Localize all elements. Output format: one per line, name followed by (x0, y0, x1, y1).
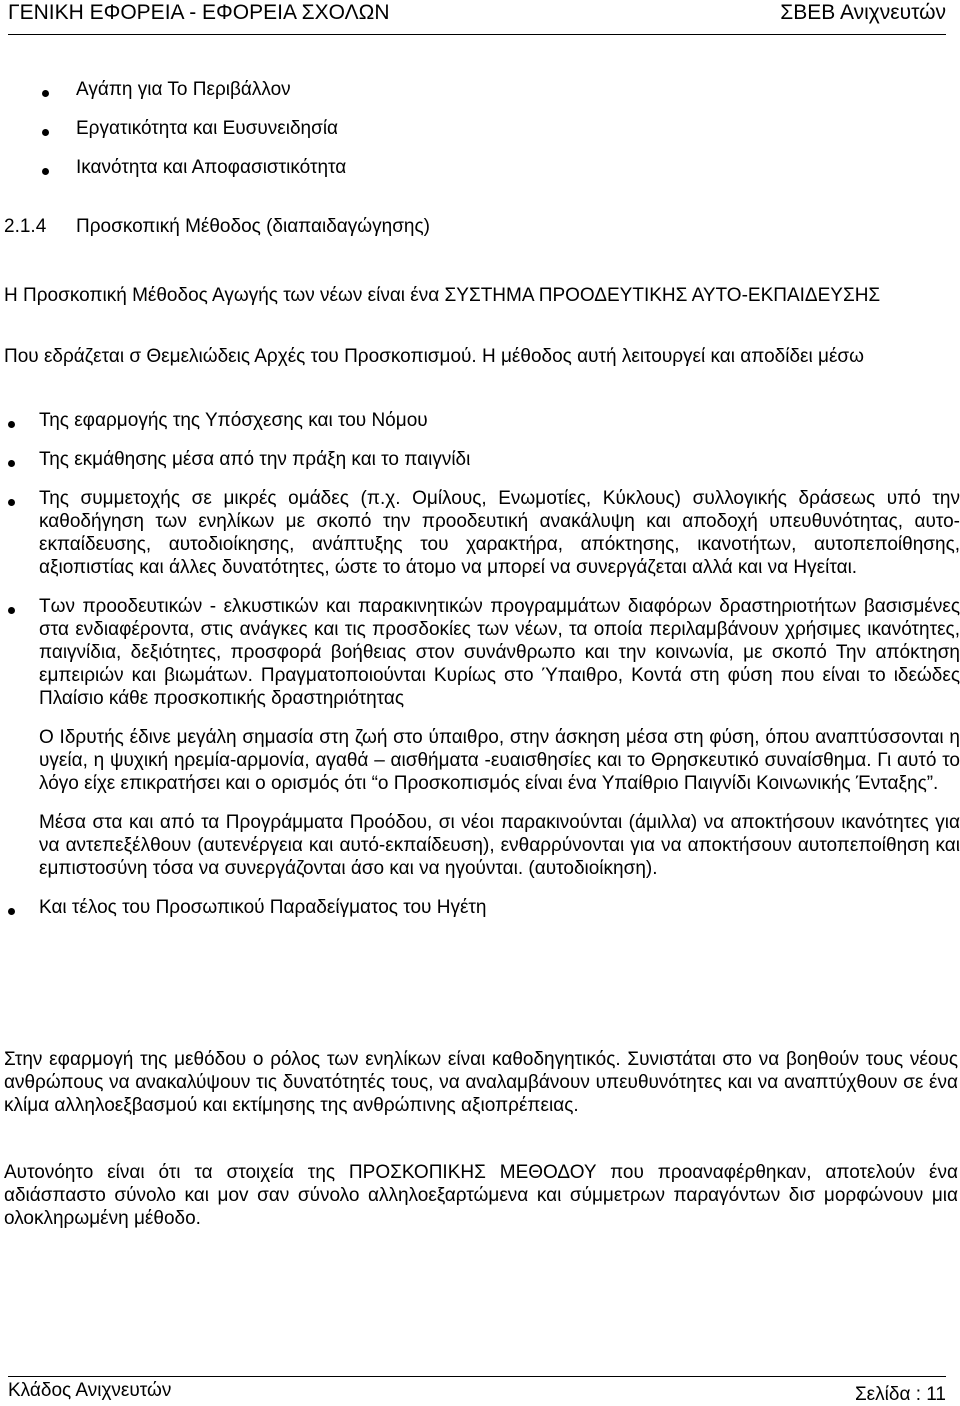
list-item (4, 595, 960, 880)
list-item: Της εφαρμογής της Υπόσχεσης και του Νόμου (4, 409, 960, 432)
programs-text: Των προοδευτικών - ελκυστικών και παρακινητικών προγραμμάτων διαφόρων δραστηριοτήτων βασισμένες στα ενδιαφέροντα, στις ανάγκες και τις προσδοκίες των νέων, τα οποία περιλαμβάνουν χρήσιμες ικανότητες, παιγνίδια, δεξιότητες, προσφορά βοήθειας στον συνάνθρωπο και την κοινωνία, με σκοπό Την απόκτηση εμπειριών και βιωμάτων. Πραγματοποιούνται Κυρίως στο Ύπαιθρο, Κοντά στη φύση που είναι το ιδεώδες Πλαίσιο κάθε προσκοπικής δραστηριότητας (39, 596, 960, 709)
adults-paragraph: Στην εφαρμογή της μεθόδου ο ρόλος των ενηλίκων είναι καθοδηγητικός. Συνιστάται στο να βοηθούν τους νέους ανθρώπους να ανακαλύψουν τις δυνατότητές τους, να αναλαμβάνουν υπευθυνότητες και να αναπτύχθουν σε ένα κλίμα αλληλοεξβασμού και εκτίμησης της ανθρώπινης αξιοπρέπειας. (4, 1049, 958, 1116)
section-title: Προσκοπική Μέθοδος (διαπαιδαγώγησης) (76, 216, 430, 237)
list-item: Και τέλος του Προσωπικού Παραδείγματος του Ηγέτη (4, 896, 960, 919)
header-right-text: ΣΒΕΒ Ανιχνευτών (780, 1, 946, 24)
footer-left-text: Κλάδος Ανιχνευτών (8, 1380, 172, 1401)
page-number: Σελίδα : 11 (854, 1384, 946, 1405)
unity-paragraph: Αυτονόητο είναι ότι τα στοιχεία της ΠΡΟΣΚΟΠΙΚΗΣ ΜΕΘΟΔΟΥ που προαναφέρθηκαν, αποτελούν ένα αδιάσπαστο σύνολο και μοv σαν σύνολο αλληλοεξαρτώμενα και σύμμετρων παραγόντων δισ μορφώνουν μια ολοκληρωμένη μέθοδο. (4, 1162, 958, 1229)
intro-paragraph: Η Προσκοπική Μέθοδος Αγωγής των νέων είναι ένα ΣΥΣΤΗΜΑ ΠΡΟΟΔΕΥΤΙΚΗΣ ΑΥΤΟ-ΕΚΠΑΙΔΕΥΣΗΣ (4, 285, 881, 306)
section-heading (4, 215, 430, 239)
list-item: Της εκμάθησης μέσα από την πράξη και το παιγνίδι (4, 448, 960, 471)
values-list (4, 78, 346, 195)
list-item: Αγάπη για Το Περιβάλλον (4, 78, 346, 117)
founder-paragraph: Ο Ιδρυτής έδινε μεγάλη σημασία στη ζωή στο ύπαιθρο, στην άσκηση μέσα στη φύση, όπου αναπτύσσονται η υγεία, η ψυχική ηρεμία-αρμονία, αγαθά – αισθήματα -ευαισθησίες και το Θρησκευτικό συναίσθημα. Γι αυτό το λόγο είχε επικρατήσει και ο ορισμός ότι “ο Προσκοπισμός είναι ένα Υπαίθριο Παιγνίδι Κοινωνικής Ένταξης”. (39, 727, 960, 794)
list-item: Ικανότητα και Αποφασιστικότητα (4, 156, 346, 195)
progress-paragraph: Μέσα στα και από τα Προγράμματα Προόδου, σι νέοι παρακινούνται (άμιλλα) να αποκτήσουν ικανότητες για να αντεπεξέλθουν (αυτενέργεια και αυτό-εκπαίδευση), ενθαρρύνονται για να αποκτήσουν αυτοπεποίθηση και εμπιστοσύνη τόσα να συνεργάζονται άσο και να ηγούνται. (αυτοδιοίκηση). (39, 812, 960, 879)
section-number: 2.1.4 (4, 216, 47, 237)
method-list (4, 409, 960, 935)
basis-paragraph: Που εδράζεται σ Θεμελιώδεις Αρχές του Προσκοπισμού. Η μέθοδος αυτή λειτουργεί και αποδίδει μέσω (4, 346, 864, 367)
header-left-text: ΓΕΝΙΚΗ ΕΦΟΡΕΙΑ - ΕΦΟΡΕΙΑ ΣΧΟΛΩΝ (8, 1, 390, 24)
list-item: Εργατικότητα και Ευσυνειδησία (4, 117, 346, 156)
page-header (8, 0, 946, 35)
list-item: Της συμμετοχής σε μικρές ομάδες (π.χ. Ομίλους, Ενωμοτίες, Κύκλους) συλλογικής δράσεως υπό την καθοδήγηση των ενηλίκων με σκοπό την προοδευτική ανακάλυψη και αποδοχή υπευθυνότητας, αυτο-εκπαίδευσης, αυτοδιοίκησης, ανάπτυξης του χαρακτήρα, απόκτησης, ικανοτήτων, αυτοπεποίθησης, αξιοπιστίας και άλλες δυνατότητες, ώστε το άτομο να μπορεί να συνεργάζεται αλλά και να Ηγείται. (4, 487, 960, 579)
